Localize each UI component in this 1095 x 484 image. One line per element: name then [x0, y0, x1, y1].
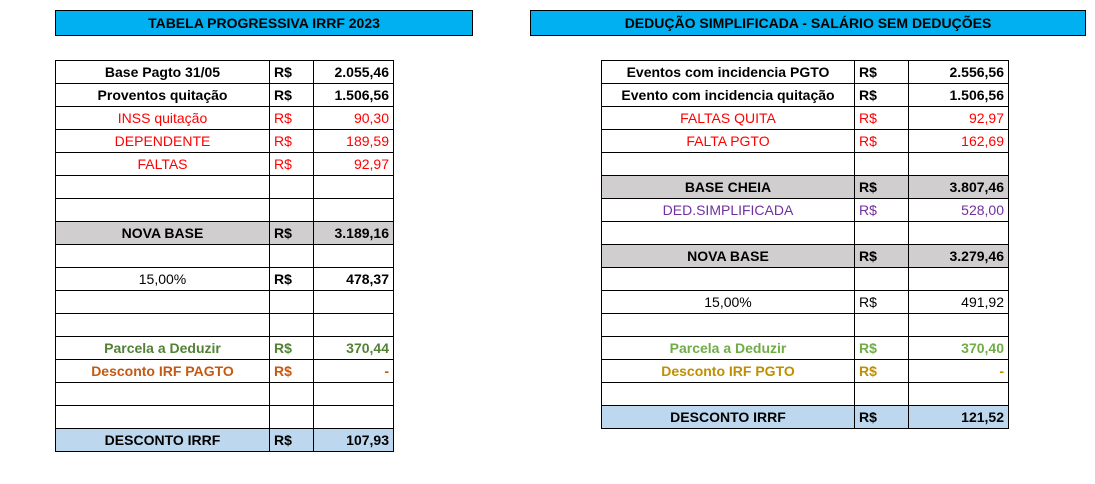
- table-row: [56, 268, 394, 291]
- table-row: [56, 245, 394, 268]
- row-currency[interactable]: R$: [855, 291, 909, 314]
- table-row: [56, 176, 394, 199]
- row-currency[interactable]: R$: [855, 406, 909, 429]
- row-value[interactable]: [909, 383, 1009, 406]
- row-currency[interactable]: [270, 383, 314, 406]
- table-row: [602, 130, 1009, 153]
- row-label[interactable]: DESCONTO IRRF: [602, 406, 855, 429]
- row-currency[interactable]: R$: [270, 360, 314, 383]
- row-label[interactable]: DEPENDENTE: [56, 130, 270, 153]
- table-row: [56, 130, 394, 153]
- table-row: [56, 153, 394, 176]
- table-row: [56, 360, 394, 383]
- row-label[interactable]: Base Pagto 31/05: [56, 61, 270, 84]
- table-row: [602, 268, 1009, 291]
- row-currency[interactable]: [270, 291, 314, 314]
- row-label[interactable]: Parcela a Deduzir: [602, 337, 855, 360]
- row-label[interactable]: [56, 406, 270, 429]
- table-row: [602, 291, 1009, 314]
- row-currency[interactable]: [270, 245, 314, 268]
- row-label[interactable]: [56, 176, 270, 199]
- row-label[interactable]: [56, 383, 270, 406]
- table-row: [602, 337, 1009, 360]
- row-currency[interactable]: [855, 268, 909, 291]
- row-currency[interactable]: R$: [855, 337, 909, 360]
- row-label[interactable]: Parcela a Deduzir: [56, 337, 270, 360]
- table-row: [602, 153, 1009, 176]
- row-label[interactable]: INSS quitação: [56, 107, 270, 130]
- left-table-title: TABELA PROGRESSIVA IRRF 2023: [55, 10, 473, 36]
- right-table-title: DEDUÇÃO SIMPLIFICADA - SALÁRIO SEM DEDUÇÕES: [530, 10, 1086, 36]
- row-label[interactable]: FALTAS QUITA: [602, 107, 855, 130]
- row-value[interactable]: 3.189,16: [314, 222, 394, 245]
- table-row: [602, 84, 1009, 107]
- left-irrf-table: [55, 60, 394, 452]
- row-label[interactable]: Desconto IRF PGTO: [602, 360, 855, 383]
- row-currency[interactable]: R$: [855, 176, 909, 199]
- row-value[interactable]: -: [314, 360, 394, 383]
- row-label[interactable]: [56, 245, 270, 268]
- row-currency[interactable]: [270, 406, 314, 429]
- table-row: [602, 360, 1009, 383]
- row-value[interactable]: 2.556,56: [909, 61, 1009, 84]
- row-currency[interactable]: R$: [270, 130, 314, 153]
- row-label[interactable]: [602, 222, 855, 245]
- row-currency[interactable]: R$: [270, 222, 314, 245]
- row-value[interactable]: [314, 383, 394, 406]
- row-value[interactable]: 370,40: [909, 337, 1009, 360]
- row-value[interactable]: 162,69: [909, 130, 1009, 153]
- row-currency[interactable]: R$: [270, 107, 314, 130]
- row-label[interactable]: [602, 153, 855, 176]
- table-row: [602, 61, 1009, 84]
- row-label[interactable]: BASE CHEIA: [602, 176, 855, 199]
- row-value[interactable]: [314, 245, 394, 268]
- table-row: [56, 61, 394, 84]
- row-label[interactable]: Eventos com incidencia PGTO: [602, 61, 855, 84]
- row-label[interactable]: Desconto IRF PAGTO: [56, 360, 270, 383]
- row-value[interactable]: 491,92: [909, 291, 1009, 314]
- row-value[interactable]: [314, 406, 394, 429]
- row-currency[interactable]: R$: [855, 199, 909, 222]
- table-row: [56, 107, 394, 130]
- row-value[interactable]: [314, 291, 394, 314]
- row-value[interactable]: 3.279,46: [909, 245, 1009, 268]
- row-currency[interactable]: R$: [855, 360, 909, 383]
- table-row-nova-base: [56, 222, 394, 245]
- row-value[interactable]: [314, 199, 394, 222]
- row-currency[interactable]: R$: [855, 84, 909, 107]
- row-label[interactable]: [56, 314, 270, 337]
- row-currency[interactable]: R$: [270, 268, 314, 291]
- row-label[interactable]: FALTAS: [56, 153, 270, 176]
- row-currency[interactable]: R$: [270, 429, 314, 452]
- row-value[interactable]: [909, 153, 1009, 176]
- right-simplified-table: [601, 60, 1009, 429]
- row-value[interactable]: 189,59: [314, 130, 394, 153]
- row-currency[interactable]: [270, 176, 314, 199]
- row-value[interactable]: 3.807,46: [909, 176, 1009, 199]
- row-label[interactable]: Proventos quitação: [56, 84, 270, 107]
- table-row: [56, 406, 394, 429]
- row-label[interactable]: DESCONTO IRRF: [56, 429, 270, 452]
- row-value[interactable]: 370,44: [314, 337, 394, 360]
- table-row: [602, 107, 1009, 130]
- table-row: [56, 383, 394, 406]
- row-currency[interactable]: R$: [270, 84, 314, 107]
- row-value[interactable]: 528,00: [909, 199, 1009, 222]
- table-row-nova-base: [602, 245, 1009, 268]
- table-row-base-cheia: [602, 176, 1009, 199]
- table-row: [602, 383, 1009, 406]
- row-label[interactable]: NOVA BASE: [56, 222, 270, 245]
- row-label[interactable]: NOVA BASE: [602, 245, 855, 268]
- row-currency[interactable]: R$: [270, 153, 314, 176]
- row-value[interactable]: [314, 176, 394, 199]
- table-row: [602, 314, 1009, 337]
- table-row: [56, 291, 394, 314]
- table-row: [56, 84, 394, 107]
- row-currency[interactable]: R$: [855, 107, 909, 130]
- row-label[interactable]: DED.SIMPLIFICADA: [602, 199, 855, 222]
- table-row: [56, 337, 394, 360]
- row-currency[interactable]: [270, 314, 314, 337]
- row-label[interactable]: 15,00%: [56, 268, 270, 291]
- row-label[interactable]: [602, 383, 855, 406]
- row-label[interactable]: [56, 199, 270, 222]
- row-value[interactable]: 478,37: [314, 268, 394, 291]
- row-value[interactable]: [909, 268, 1009, 291]
- row-currency[interactable]: [855, 314, 909, 337]
- row-value[interactable]: 2.055,46: [314, 61, 394, 84]
- row-label[interactable]: 15,00%: [602, 291, 855, 314]
- row-value[interactable]: -: [909, 360, 1009, 383]
- row-value[interactable]: 107,93: [314, 429, 394, 452]
- row-currency[interactable]: [855, 222, 909, 245]
- row-label[interactable]: [56, 291, 270, 314]
- row-currency[interactable]: [270, 199, 314, 222]
- row-value[interactable]: [909, 222, 1009, 245]
- row-label[interactable]: Evento com incidencia quitação: [602, 84, 855, 107]
- row-label[interactable]: [602, 314, 855, 337]
- table-row: [56, 314, 394, 337]
- table-row-desconto-irrf: [602, 406, 1009, 429]
- table-row: [602, 222, 1009, 245]
- row-value[interactable]: 92,97: [314, 153, 394, 176]
- row-currency[interactable]: R$: [855, 245, 909, 268]
- row-value[interactable]: 121,52: [909, 406, 1009, 429]
- row-value[interactable]: 1.506,56: [909, 84, 1009, 107]
- row-value[interactable]: [314, 314, 394, 337]
- row-value[interactable]: 1.506,56: [314, 84, 394, 107]
- row-value[interactable]: [909, 314, 1009, 337]
- row-currency[interactable]: R$: [270, 61, 314, 84]
- row-currency[interactable]: [855, 153, 909, 176]
- row-currency[interactable]: R$: [855, 61, 909, 84]
- row-label[interactable]: FALTA PGTO: [602, 130, 855, 153]
- row-value[interactable]: 90,30: [314, 107, 394, 130]
- row-currency[interactable]: R$: [855, 130, 909, 153]
- row-currency[interactable]: R$: [270, 337, 314, 360]
- row-value[interactable]: 92,97: [909, 107, 1009, 130]
- table-row: [602, 199, 1009, 222]
- row-label[interactable]: [602, 268, 855, 291]
- table-row-desconto-irrf: [56, 429, 394, 452]
- table-row: [56, 199, 394, 222]
- row-currency[interactable]: [855, 383, 909, 406]
